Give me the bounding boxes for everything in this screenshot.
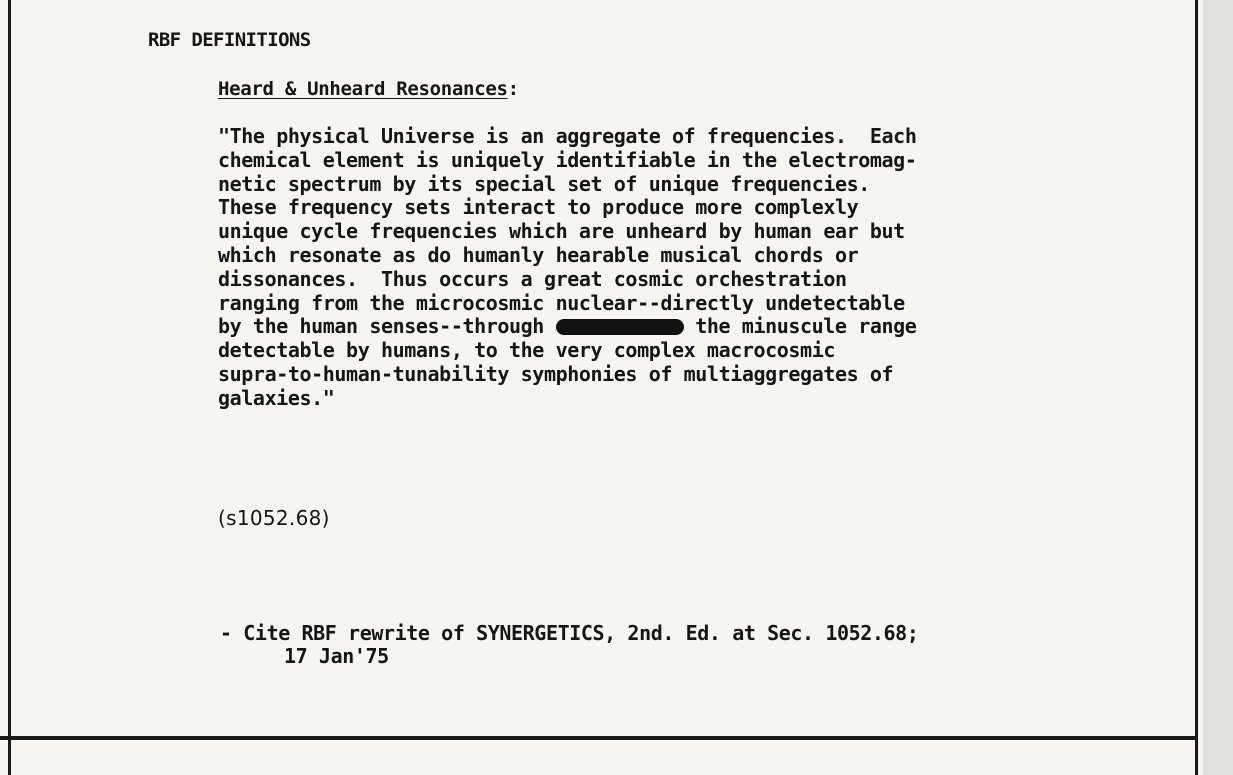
quote-line-before-redaction: by the human senses--through bbox=[218, 314, 556, 339]
card-border-bottom bbox=[0, 736, 1198, 740]
quote-line: These frequency sets interact to produce more complexly bbox=[218, 195, 859, 220]
definition-title-colon: : bbox=[507, 78, 519, 100]
quote-line: ranging from the microcosmic nuclear--directly undetectable bbox=[218, 290, 905, 315]
citation-date: 17 Jan'75 bbox=[284, 644, 389, 668]
quote-line: dissonances. Thus occurs a great cosmic orchestration bbox=[218, 266, 847, 291]
citation bbox=[220, 622, 918, 668]
definition-title-text: Heard & Unheard Resonances bbox=[218, 78, 508, 100]
quote-line: detectable by humans, to the very complex macrocosmic bbox=[218, 338, 835, 363]
card-border-left bbox=[8, 0, 11, 775]
quote-line: supra-to-human-tunability symphonies of multiaggregates of bbox=[218, 361, 894, 386]
page-edge-shadow bbox=[1203, 0, 1233, 775]
citation-line-1: - Cite RBF rewrite of SYNERGETICS, 2nd. Ed. at Sec. 1052.68; bbox=[220, 621, 919, 645]
quote-line: netic spectrum by its special set of unique frequencies. bbox=[218, 171, 870, 196]
quote-line: "The physical Universe is an aggregate of frequencies. Each bbox=[218, 124, 917, 148]
card-border-right bbox=[1195, 0, 1198, 775]
redaction-mark bbox=[556, 319, 684, 335]
quote-line-redacted bbox=[218, 315, 1068, 339]
quote-line-after-redaction: the minuscule range bbox=[683, 314, 917, 339]
page-heading: RBF DEFINITIONS bbox=[148, 29, 311, 51]
definition-quote bbox=[218, 125, 1068, 411]
definition-title bbox=[218, 78, 519, 100]
section-reference: (s1052.68) bbox=[218, 506, 330, 530]
quote-line: galaxies." bbox=[218, 385, 335, 410]
quote-line: which resonate as do humanly hearable musical chords or bbox=[218, 242, 859, 267]
quote-line: unique cycle frequencies which are unheard by human ear but bbox=[218, 219, 905, 244]
quote-line: chemical element is uniquely identifiable in the electromag- bbox=[218, 147, 917, 172]
